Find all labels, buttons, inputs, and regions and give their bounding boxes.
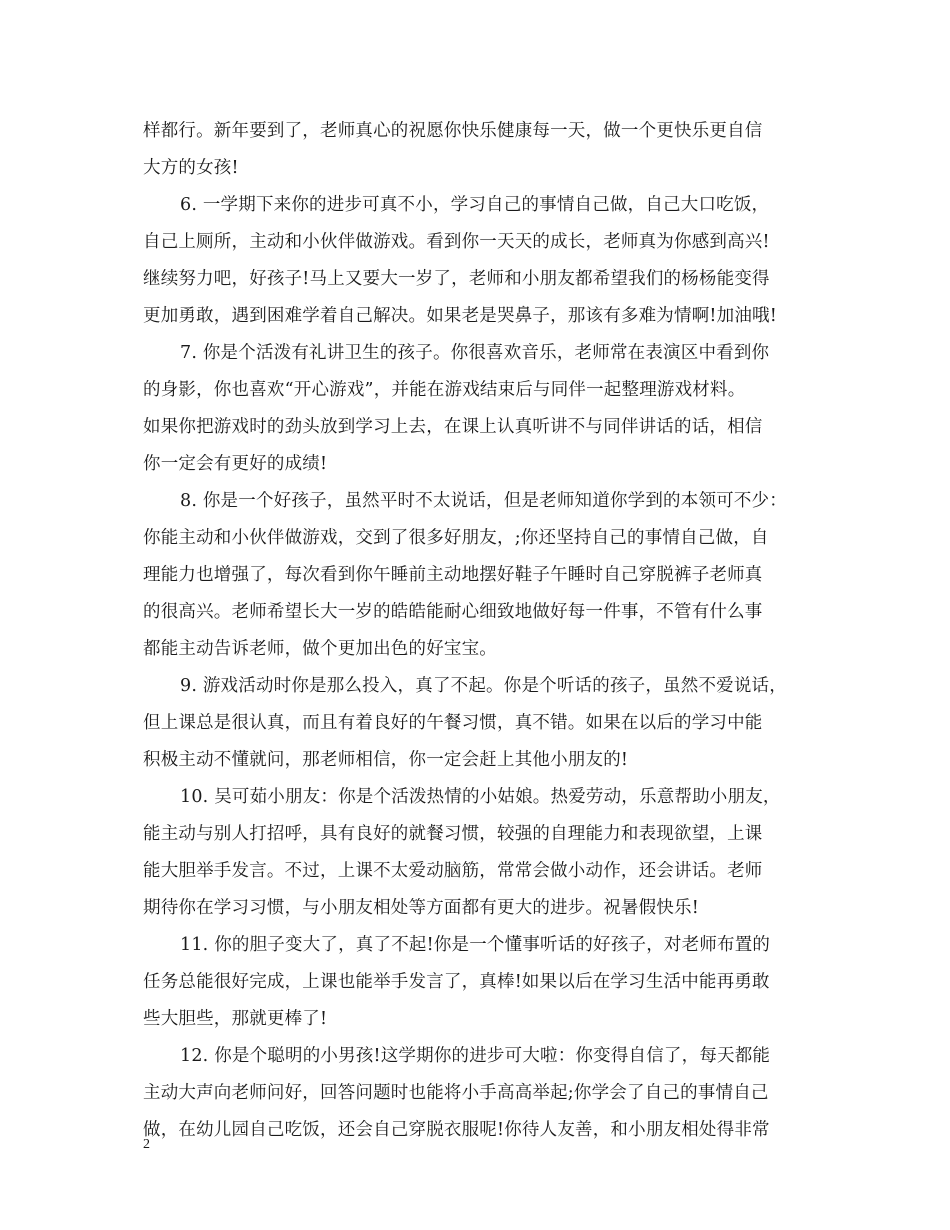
text-line: 任务总能很好完成，上课也能举手发言了，真棒!如果以后在学习生活中能再勇敢 xyxy=(143,972,770,992)
text-line: 的身影，你也喜欢“开心游戏”，并能在游戏结束后与同伴一起整理游戏材料。 xyxy=(143,380,746,400)
paragraph-12-start: 12. 你是个聪明的小男孩!这学期你的进步可大啦：你变得自信了，每天都能 xyxy=(180,1046,771,1066)
text-line: 都能主动告诉老师，做个更加出色的好宝宝。 xyxy=(143,639,497,659)
text-line: 继续努力吧，好孩子!马上又要大一岁了，老师和小朋友都希望我们的杨杨能变得 xyxy=(143,269,770,289)
text-line: 期待你在学习习惯，与小朋友相处等方面都有更大的进步。祝暑假快乐! xyxy=(143,898,699,918)
text-line: 你一定会有更好的成绩! xyxy=(143,454,328,474)
paragraph-7-start: 7. 你是个活泼有礼讲卫生的孩子。你很喜欢音乐，老师常在表演区中看到你 xyxy=(180,343,770,363)
text-line: 如果你把游戏时的劲头放到学习上去，在课上认真听讲不与同伴讲话的话，相信 xyxy=(143,417,763,437)
text-line: 样都行。新年要到了，老师真心的祝愿你快乐健康每一天，做一个更快乐更自信 xyxy=(143,121,763,141)
text-line: 能大胆举手发言。不过，上课不太爱动脑筋，常常会做小动作，还会讲话。老师 xyxy=(143,861,763,881)
text-line: 主动大声向老师问好，回答问题时也能将小手高高举起;你学会了自己的事情自己 xyxy=(143,1083,769,1103)
paragraph-8-start: 8. 你是一个好孩子，虽然平时不太说话，但是老师知道你学到的本领可不少： xyxy=(180,491,787,511)
text-line: 做，在幼儿园自己吃饭，还会自己穿脱衣服呢!你待人友善，和小朋友相处得非常 xyxy=(143,1120,770,1140)
paragraph-6-start: 6. 一学期下来你的进步可真不小，学习自己的事情自己做，自己大口吃饭， xyxy=(180,195,770,215)
text-line: 更加勇敢，遇到困难学着自己解决。如果老是哭鼻子，那该有多难为情啊!加油哦! xyxy=(143,306,777,326)
text-line: 理能力也增强了，每次看到你午睡前主动地摆好鞋子午睡时自己穿脱裤子老师真 xyxy=(143,565,763,585)
paragraph-10-start: 10. 吴可茹小朋友：你是个活泼热情的小姑娘。热爱劳动，乐意帮助小朋友， xyxy=(180,787,781,807)
paragraph-9-start: 9. 游戏活动时你是那么投入，真了不起。你是个听话的孩子，虽然不爱说话， xyxy=(180,676,787,696)
text-line: 你能主动和小伙伴做游戏，交到了很多好朋友，;你还坚持自己的事情自己做，自 xyxy=(143,528,769,548)
text-line: 能主动与别人打招呼，具有良好的就餐习惯，较强的自理能力和表现欲望，上课 xyxy=(143,824,763,844)
text-line: 自己上厕所，主动和小伙伴做游戏。看到你一天天的成长，老师真为你感到高兴! xyxy=(143,232,770,252)
paragraph-11-start: 11. 你的胆子变大了，真了不起!你是一个懂事听话的好孩子，对老师布置的 xyxy=(180,935,771,955)
text-line: 积极主动不懂就问，那老师相信，你一定会赶上其他小朋友的! xyxy=(143,750,629,770)
text-line: 的很高兴。老师希望长大一岁的皓皓能耐心细致地做好每一件事，不管有什么事 xyxy=(143,602,763,622)
page-number: 2 xyxy=(143,1137,150,1152)
text-line: 些大胆些，那就更棒了! xyxy=(143,1009,328,1029)
text-line: 但上课总是很认真，而且有着良好的午餐习惯，真不错。如果在以后的学习中能 xyxy=(143,713,763,733)
text-line: 大方的女孩! xyxy=(143,158,239,178)
